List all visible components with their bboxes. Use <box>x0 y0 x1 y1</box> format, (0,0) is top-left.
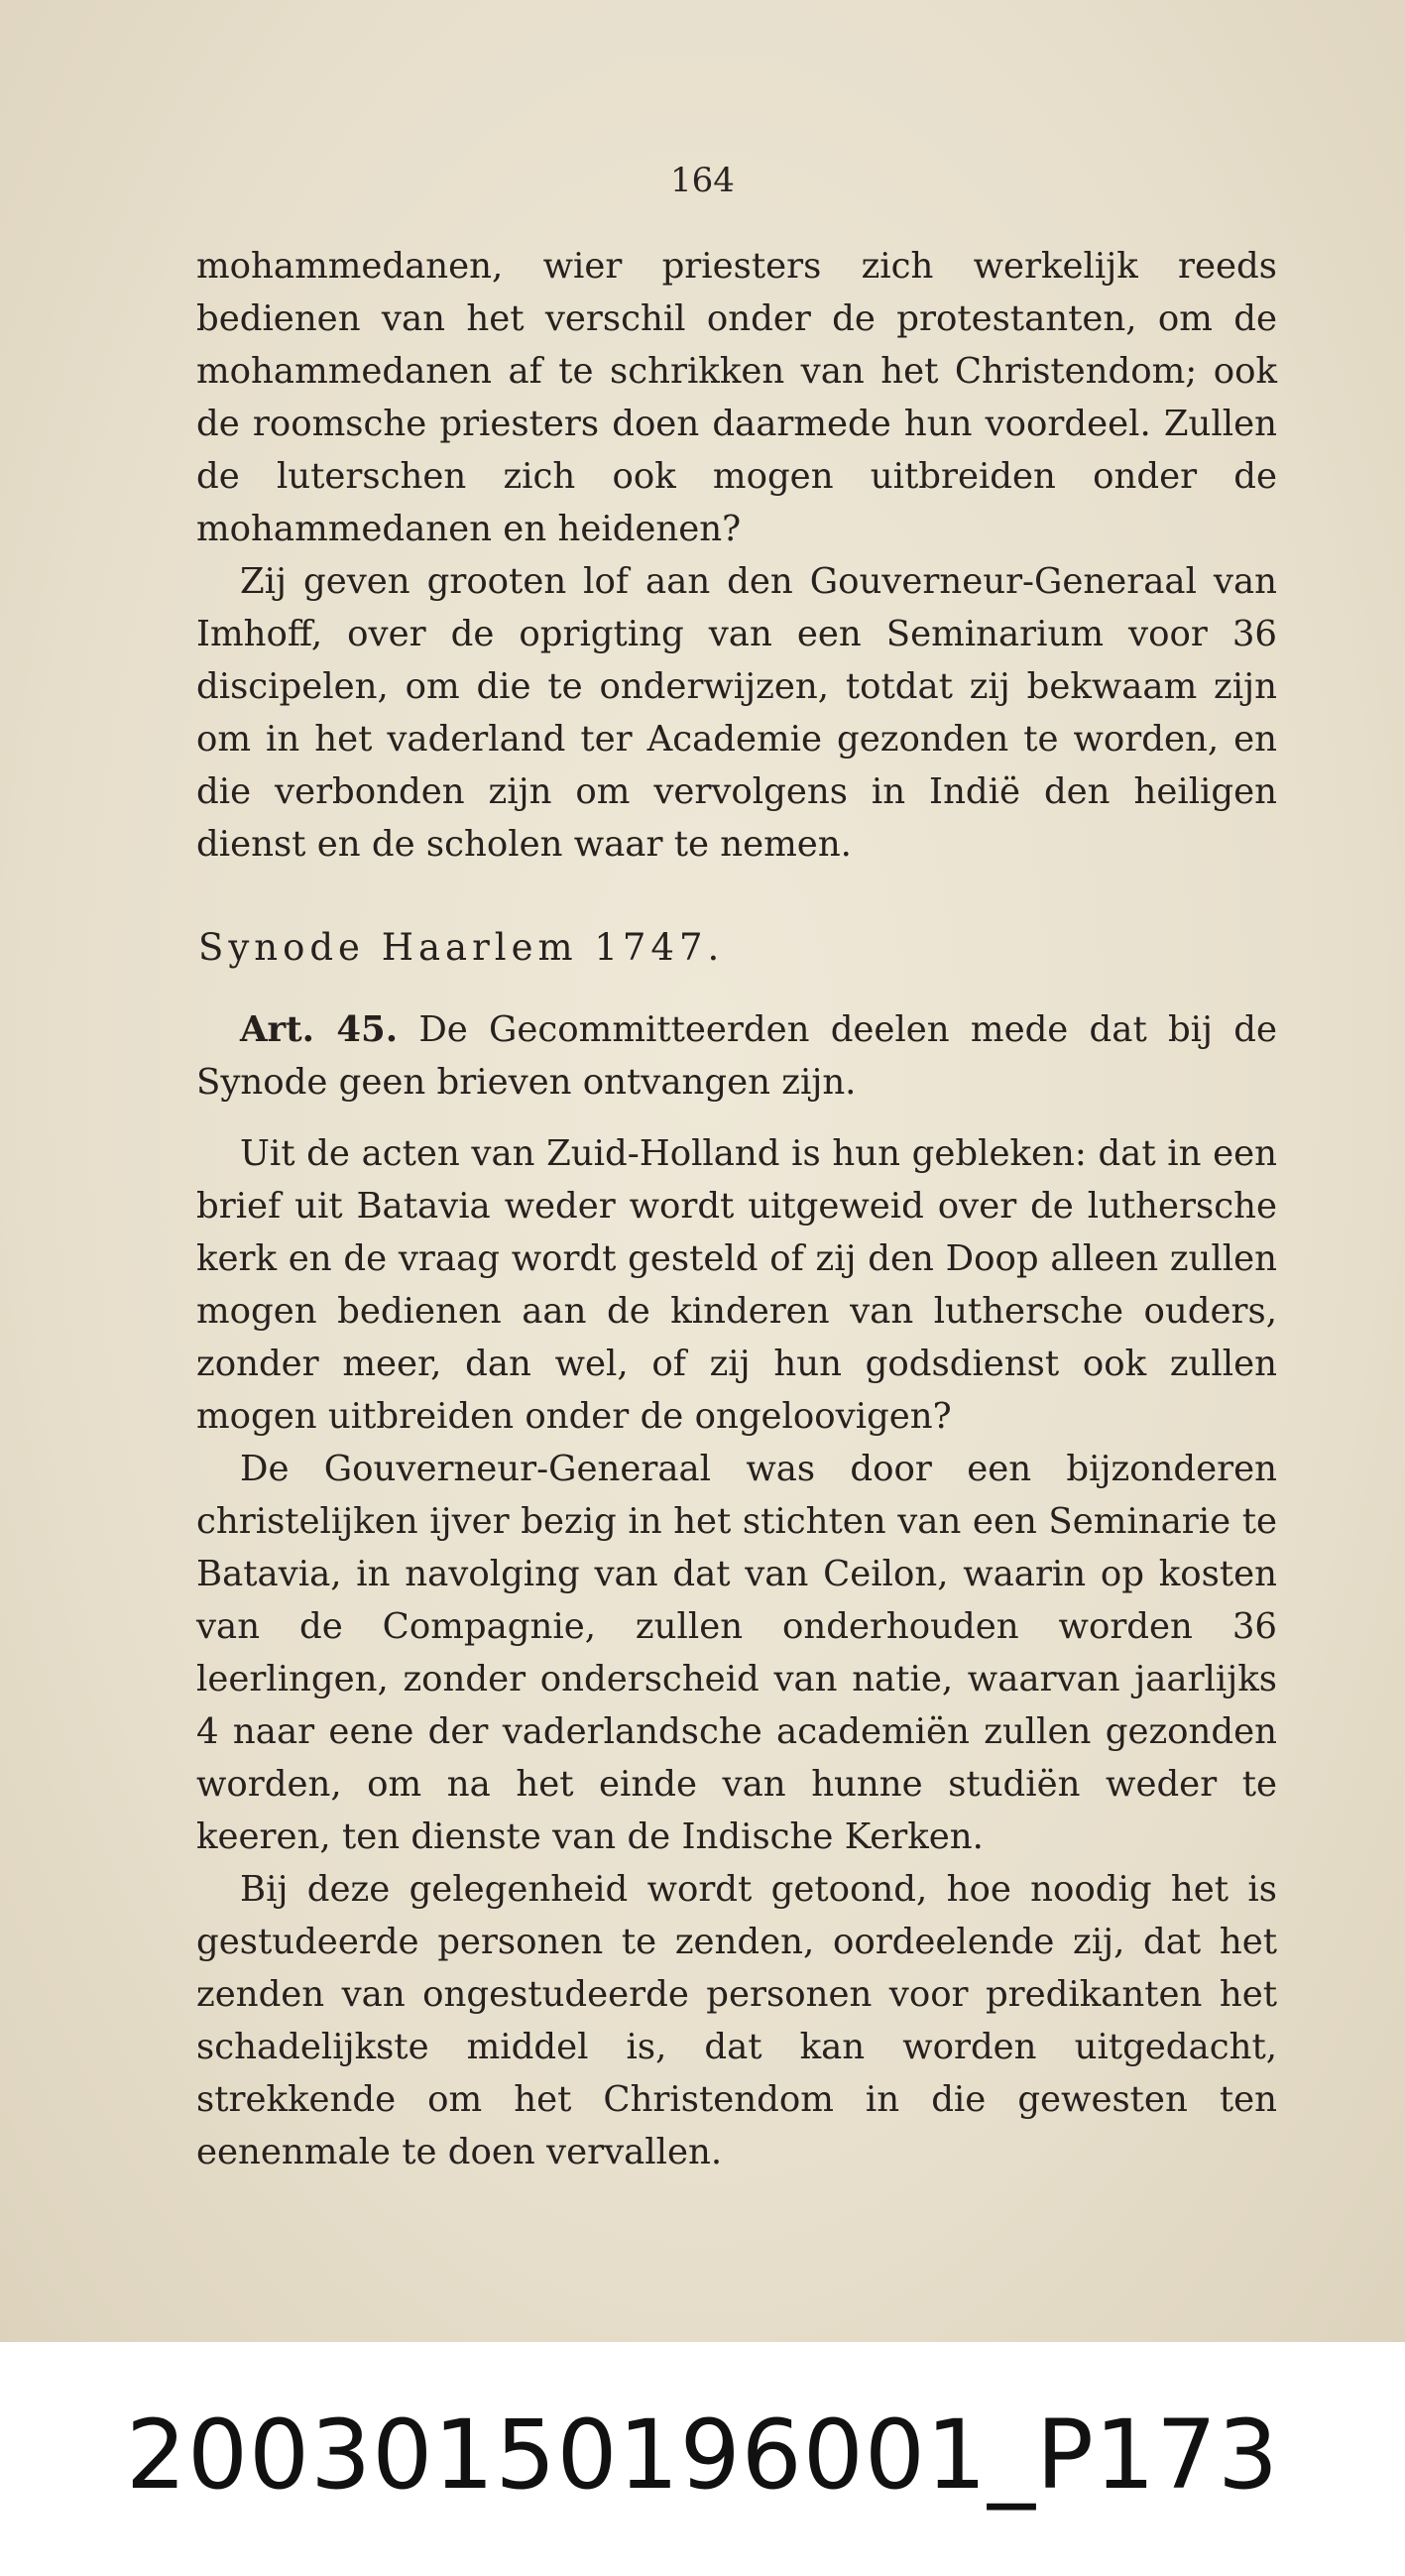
article-paragraph <box>196 1003 1277 1109</box>
paragraph: Uit de acten van Zuid-Holland is hun gebleken: dat in een brief uit Batavia weder wordt uitgeweid over de luthersche kerk en de vraag wordt gesteld of zij den Doop alleen zullen mogen bedienen aan de kinderen van luthersche ouders, zonder meer, dan wel, of zij hun godsdienst ook zullen mogen uitbreiden onder de ongeloovigen? <box>196 1133 1277 1437</box>
text-block-bottom <box>196 1127 1277 2178</box>
article-label: Art. 45. <box>240 1009 399 1050</box>
section-heading: Synode Haarlem 1747. <box>198 926 725 969</box>
paragraph: De Gouverneur-Generaal was door een bijzonderen christelijken ijver bezig in het stichten van een Seminarie te Batavia, in navolging van dat van Ceilon, waarin op kosten van de Compagnie, zullen onderhouden worden 36 leerlingen, zonder onderscheid van natie, waarvan jaarlijks 4 naar eene der vaderlandsche academiën zullen gezonden worden, om na het einde van hunne studiën weder te keeren, ten dienste van de Indische Kerken. <box>196 1449 1277 1857</box>
paragraph: mohammedanen, wier priesters zich werkelijk reeds bedienen van het verschil onder de protestanten, om de mohammedanen af te schrikken van het Christendom; ook de roomsche priesters doen daarmede hun voordeel. Zullen de luterschen zich ook mogen uitbreiden onder de mohammedanen en heidenen? <box>196 246 1277 549</box>
paragraph: Bij deze gelegenheid wordt getoond, hoe noodig het is gestudeerde personen te zenden, oordeelende zij, dat het zenden van ongestudeerde personen voor predikanten het schadelijkste middel is, dat kan worden uitgedacht, strekkende om het Christendom in die gewesten ten eenenmale te doen vervallen. <box>196 1869 1277 2172</box>
article-block <box>196 1003 1277 1109</box>
article-text: De Gecommitteerden deelen mede dat bij de Synode geen brieven ontvangen zijn. <box>196 1009 1278 1103</box>
page-number: 164 <box>670 161 735 200</box>
text-block-top <box>196 240 1277 871</box>
paragraph: Zij geven grooten lof aan den Gouverneur-Generaal van Imhoff, over de oprigting van een Seminarium voor 36 discipelen, om die te onderwijzen, totdat zij bekwaam zijn om in het vaderland ter Academie gezonden te worden, en die verbonden zijn om vervolgens in Indië den heiligen dienst en de scholen waar te nemen. <box>196 561 1277 865</box>
file-id-label: 20030150196001_P173 <box>125 2400 1280 2511</box>
